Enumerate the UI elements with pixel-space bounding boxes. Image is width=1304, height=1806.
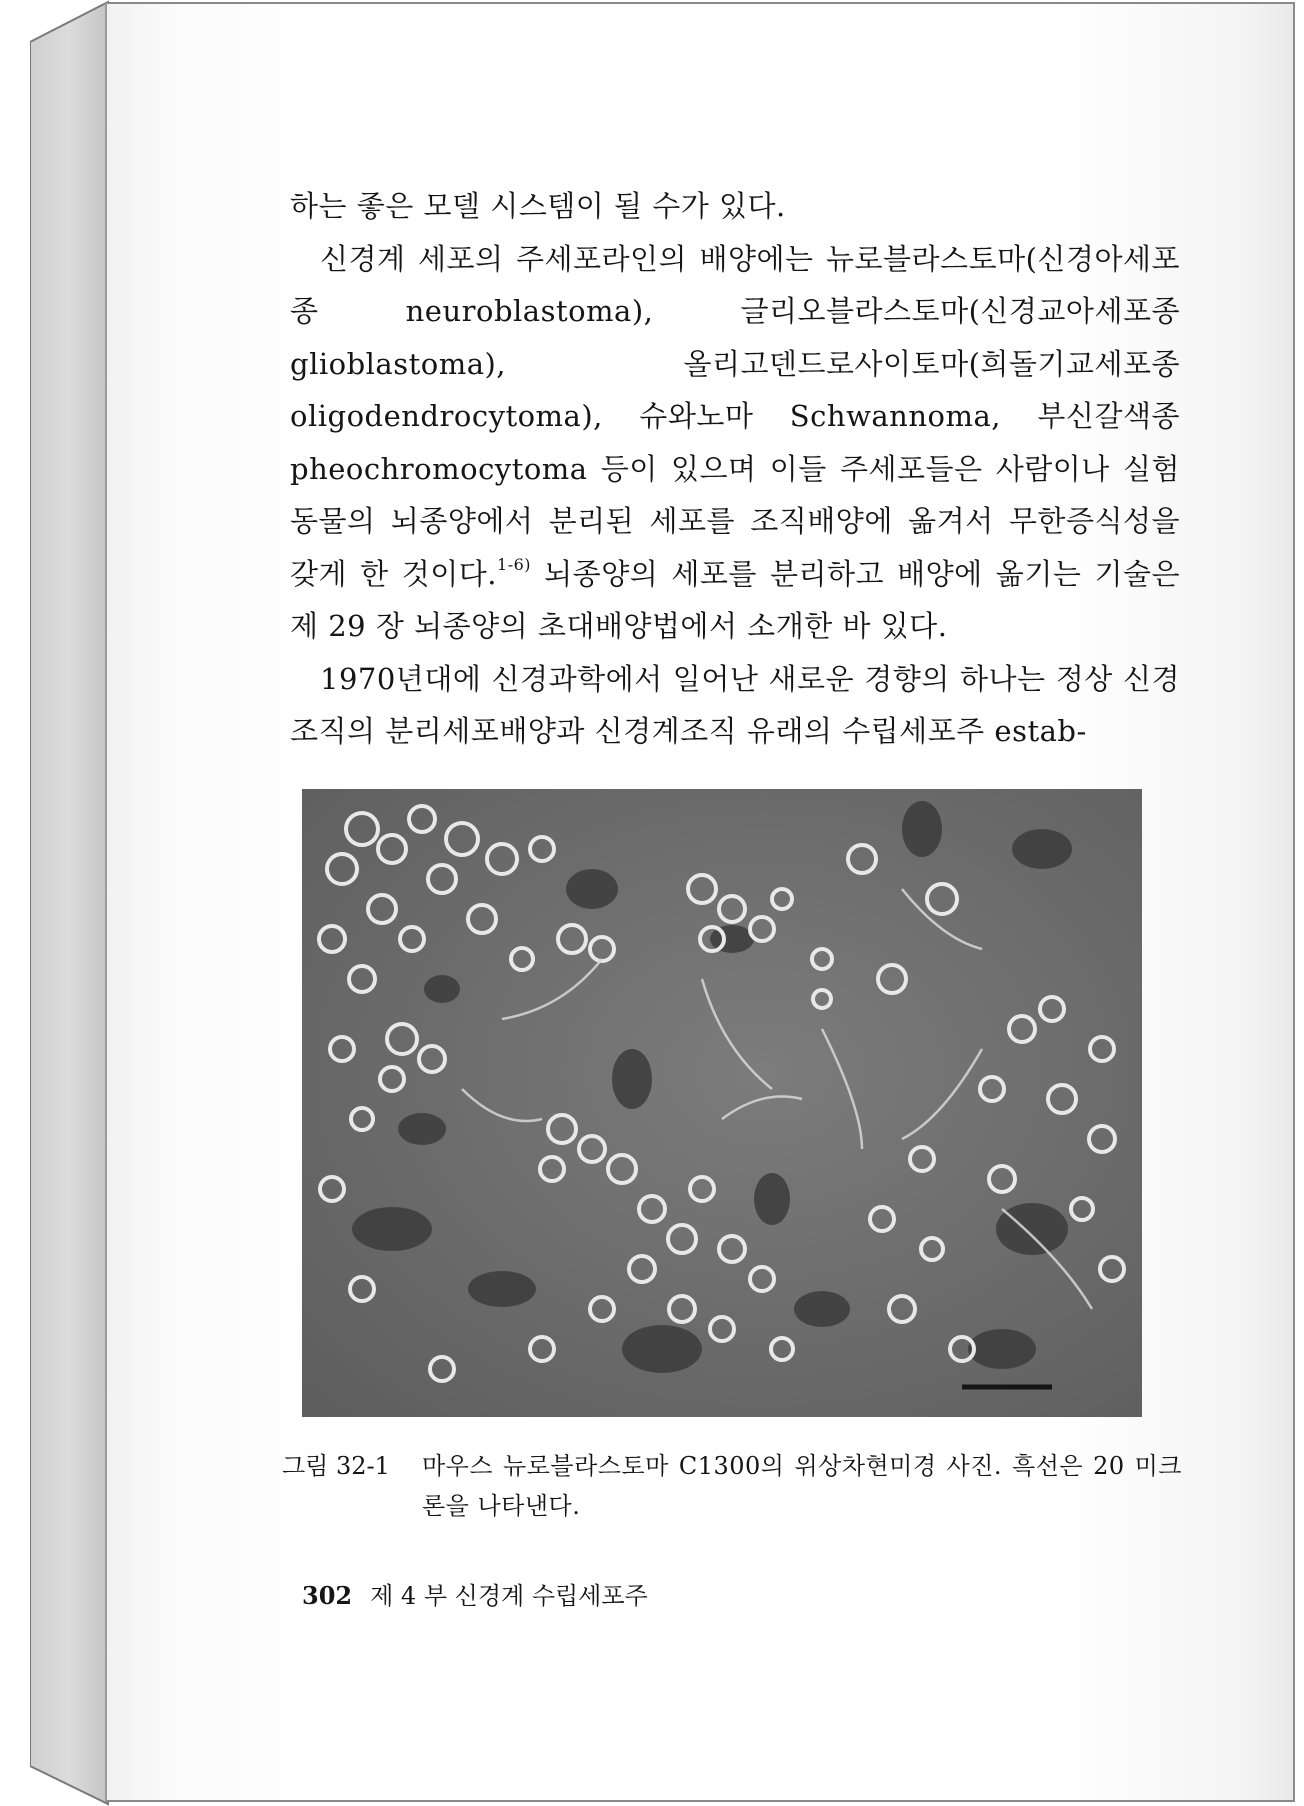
micrograph-figure	[302, 789, 1142, 1417]
page-number: 302	[302, 1581, 353, 1610]
figure-caption	[282, 1446, 1182, 1526]
citation-superscript: 1-6)	[497, 554, 532, 574]
micrograph-image	[302, 789, 1142, 1417]
section-title: 제 4 부 신경계 수립세포주	[370, 1582, 648, 1610]
paragraph-1970s: 1970년대에 신경과학에서 일어난 새로운 경향의 하나는 정상 신경조직의 분리세포배양과 신경계조직 유래의 수립세포주 estab-	[290, 661, 1180, 748]
page-footer	[302, 1578, 648, 1614]
book-spine	[30, 0, 110, 1806]
body-text	[290, 180, 1180, 758]
paragraph-continued: 하는 좋은 모델 시스템이 될 수가 있다.	[290, 189, 786, 223]
paragraph-cell-lines-tail: 뇌종양의 세포를 분리하고 배양에 옮기는 기술은 제 29 장 뇌종양의 초대배양법에서 소개한 바 있다.	[290, 556, 1181, 643]
paragraph-cell-lines-text: 신경계 세포의 주세포라인의 배양에는 뉴로블라스토마(신경아세포종 neuroblastoma), 글리오블라스토마(신경교아세포종 glioblastoma), 올리고덴드로사이토마(희돌기교세포종 oligodendrocytoma), 슈와노마 Schwannoma, 부신갈색종 pheochromocytoma 등이 있으며 이들 주세포들은 사람이나 실험동물의 뇌종양에서 분리된 세포를 조직배양에 옮겨서 무한증식성을 갖게 한 것이다.	[290, 241, 1180, 591]
caption-text: 마우스 뉴로블라스토마 C1300의 위상차현미경 사진. 흑선은 20 미크론을 나타낸다.	[422, 1452, 1182, 1520]
caption-label: 그림 32-1	[282, 1452, 390, 1480]
paragraph-cell-lines	[290, 233, 1180, 653]
